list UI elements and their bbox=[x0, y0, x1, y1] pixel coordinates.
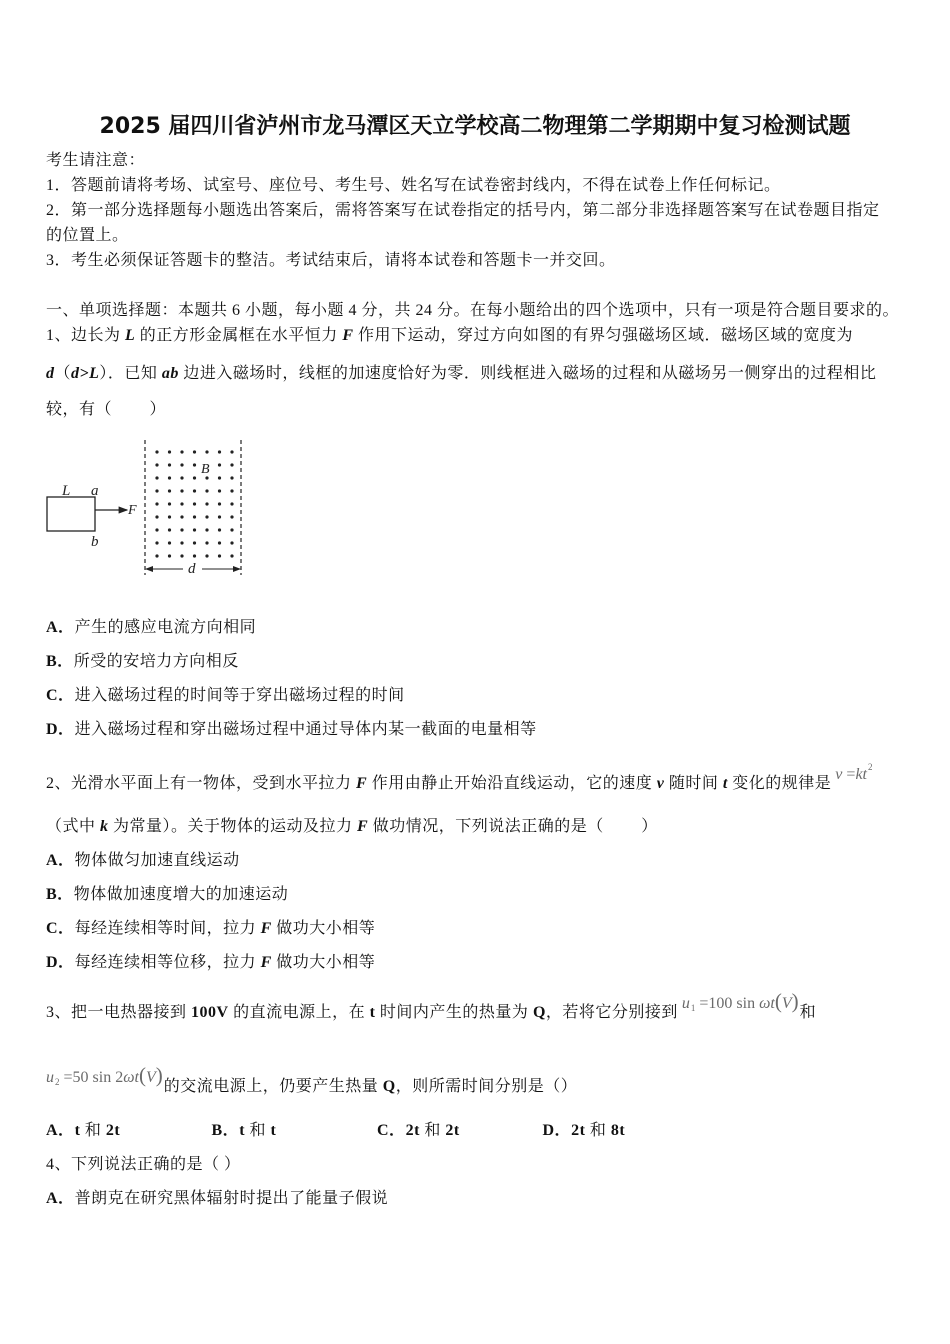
field-dot bbox=[218, 476, 221, 479]
q3-stem-line-1 bbox=[46, 989, 817, 1027]
math-variable: d bbox=[46, 365, 55, 382]
q1-stem-line-2 bbox=[46, 364, 876, 384]
field-dot bbox=[180, 541, 183, 544]
text-run: 做功情况，下列说法正确的是（ ） bbox=[368, 818, 658, 835]
q1-option-a bbox=[46, 618, 256, 638]
bold-term: 2t bbox=[105, 1122, 121, 1139]
text-run: 物体做匀加速直线运动 bbox=[74, 852, 240, 869]
field-dot bbox=[168, 554, 171, 557]
field-dot bbox=[168, 541, 171, 544]
field-dot bbox=[180, 463, 183, 466]
field-dot bbox=[218, 463, 221, 466]
field-dot bbox=[180, 489, 183, 492]
field-dot bbox=[180, 502, 183, 505]
field-dot bbox=[218, 554, 221, 557]
math-variable: F bbox=[357, 818, 369, 835]
text-run: 时间内产生的热量为 bbox=[375, 1004, 533, 1021]
bold-term: D． bbox=[46, 721, 75, 738]
field-dot bbox=[230, 502, 233, 505]
formula-text: =100 sin bbox=[695, 995, 760, 1012]
field-dot bbox=[155, 450, 158, 453]
field-dot bbox=[193, 554, 196, 557]
bold-term: C． bbox=[46, 920, 75, 937]
formula bbox=[835, 762, 873, 783]
formula-symbol: kt bbox=[855, 766, 867, 783]
field-dot bbox=[168, 489, 171, 492]
bold-term: Q bbox=[382, 1078, 396, 1095]
text-run: 随时间 bbox=[664, 775, 723, 792]
formula-symbol: V bbox=[781, 995, 792, 1012]
field-dot bbox=[155, 528, 158, 531]
text-run: ）．已知 bbox=[99, 365, 162, 382]
text-run: 较，有（ ） bbox=[46, 401, 167, 418]
bold-term: t bbox=[270, 1122, 277, 1139]
text-run: 物体做加速度增大的加速运动 bbox=[73, 886, 289, 903]
text-run: 每经连续相等位移，拉力 bbox=[74, 954, 261, 971]
math-variable: F bbox=[260, 954, 272, 971]
q3-option-d bbox=[543, 1121, 709, 1141]
formula-subscript: 2 bbox=[55, 1077, 60, 1087]
field-dot bbox=[168, 515, 171, 518]
bold-term: Q bbox=[532, 1004, 546, 1021]
field-dot bbox=[218, 515, 221, 518]
text-run: ，则所需时间分别是（） bbox=[395, 1078, 578, 1095]
section-heading: 一、单项选择题：本题共 6 小题，每小题 4 分，共 24 分。在每小题给出的四个选项中，只有一项是符合题目要求的。 bbox=[46, 302, 900, 319]
bold-term: C． bbox=[377, 1122, 406, 1139]
q1-option-b bbox=[46, 652, 239, 672]
field-dot bbox=[205, 554, 208, 557]
text-run: 所受的安培力方向相反 bbox=[73, 653, 239, 670]
width-label: d bbox=[188, 561, 196, 577]
field-dot bbox=[230, 541, 233, 544]
formula-superscript: 2 bbox=[867, 762, 873, 772]
text-run: （ bbox=[54, 365, 72, 382]
field-dot bbox=[155, 502, 158, 505]
field-dot bbox=[168, 528, 171, 531]
text-run: 和 bbox=[799, 1004, 817, 1021]
field-dot bbox=[205, 528, 208, 531]
field-dot bbox=[180, 476, 183, 479]
q3-option-b bbox=[212, 1121, 378, 1141]
bold-term: 100V bbox=[191, 1004, 229, 1021]
q2-stem-line-2 bbox=[46, 817, 658, 837]
field-dot bbox=[168, 502, 171, 505]
bold-term: D． bbox=[542, 1122, 572, 1139]
formula-symbol: v bbox=[835, 766, 843, 783]
field-dot bbox=[193, 541, 196, 544]
side-length-label: L bbox=[62, 483, 71, 499]
field-label: B bbox=[201, 462, 210, 477]
text-run: 1、边长为 bbox=[46, 327, 126, 344]
notice-item-1: 1．答题前请将考场、试室号、座位号、考生号、姓名写在试卷密封线内，不得在试卷上作任何标记。 bbox=[46, 177, 781, 194]
bold-term: A． bbox=[46, 1122, 75, 1139]
field-dot bbox=[168, 463, 171, 466]
text-run: （式中 bbox=[46, 818, 101, 835]
field-dot bbox=[180, 515, 183, 518]
bold-term: B． bbox=[46, 653, 74, 670]
q3-options bbox=[46, 1121, 708, 1141]
formula-symbol: ωt bbox=[759, 995, 775, 1012]
q1-stem-line-1 bbox=[46, 326, 853, 346]
formula-subscript: 1 bbox=[690, 1003, 696, 1013]
field-dot bbox=[218, 528, 221, 531]
bold-term: t bbox=[369, 1004, 376, 1021]
bold-term: A． bbox=[46, 1190, 75, 1207]
field-dot bbox=[205, 541, 208, 544]
field-dot bbox=[193, 476, 196, 479]
field-dot bbox=[193, 515, 196, 518]
notice-item-2: 2．第一部分选择题每小题选出答案后，需将答案写在试卷指定的括号内，第二部分非选择题答案写在试卷题目指定 bbox=[46, 202, 880, 219]
text-run: 每经连续相等时间，拉力 bbox=[74, 920, 261, 937]
q1-stem-line-3 bbox=[46, 400, 166, 420]
field-dot bbox=[230, 528, 233, 531]
text-run: ，若将它分别接到 bbox=[545, 1004, 678, 1021]
q4-stem bbox=[46, 1155, 241, 1175]
field-dot bbox=[193, 528, 196, 531]
text-run: 和 bbox=[419, 1122, 446, 1139]
bold-term: B． bbox=[46, 886, 74, 903]
field-dot bbox=[205, 502, 208, 505]
text-run: 边进入磁场时，线框的加速度恰好为零．则线框进入磁场的过程和从磁场另一侧穿出的过程相比 bbox=[178, 365, 877, 382]
text-run: 做功大小相等 bbox=[271, 920, 376, 937]
math-variable: F bbox=[260, 920, 272, 937]
field-dot bbox=[218, 541, 221, 544]
field-dot bbox=[230, 515, 233, 518]
formula-text: =50 sin 2 bbox=[59, 1069, 124, 1086]
q3-stem-line-2 bbox=[46, 1063, 578, 1101]
field-dot bbox=[193, 450, 196, 453]
text-run: 2、光滑水平面上有一物体，受到水平拉力 bbox=[46, 775, 357, 792]
q2-option-b bbox=[46, 885, 288, 905]
text-run: 产生的感应电流方向相同 bbox=[74, 619, 257, 636]
notice-item-3: 3．考生必须保证答题卡的整洁。考试结束后，请将本试卷和答题卡一并交回。 bbox=[46, 252, 616, 269]
field-dot bbox=[155, 541, 158, 544]
field-dot bbox=[205, 450, 208, 453]
field-dot bbox=[155, 554, 158, 557]
field-dots-group bbox=[155, 450, 233, 557]
field-dot bbox=[218, 489, 221, 492]
field-dot bbox=[193, 463, 196, 466]
text-run: 和 bbox=[585, 1122, 611, 1139]
corner-b-label: b bbox=[91, 534, 99, 550]
bold-term: 2t bbox=[445, 1122, 460, 1139]
q4-option-a bbox=[46, 1189, 388, 1209]
bold-term: t bbox=[239, 1122, 246, 1139]
q3-option-c bbox=[377, 1121, 543, 1141]
field-dot bbox=[230, 489, 233, 492]
bold-term: t bbox=[74, 1122, 81, 1139]
bold-term: B． bbox=[211, 1122, 240, 1139]
formula-parenthesis: ( bbox=[774, 989, 782, 1013]
bold-term: A． bbox=[46, 619, 75, 636]
field-dot bbox=[230, 554, 233, 557]
text-run: 为常量）。关于物体的运动及拉力 bbox=[108, 818, 358, 835]
q2-option-c bbox=[46, 919, 375, 939]
text-run: 变化的规律是 bbox=[727, 775, 832, 792]
text-run: 4、下列说法正确的是（ ） bbox=[46, 1156, 241, 1173]
math-variable: ab bbox=[161, 365, 179, 382]
text-run: 做功大小相等 bbox=[271, 954, 376, 971]
bold-term: A． bbox=[46, 852, 75, 869]
formula-symbol: V bbox=[145, 1069, 156, 1086]
text-run: 进入磁场过程的时间等于穿出磁场过程的时间 bbox=[74, 687, 405, 704]
field-dot bbox=[218, 450, 221, 453]
q2-option-d bbox=[46, 953, 375, 973]
field-dot bbox=[205, 489, 208, 492]
math-variable: k bbox=[100, 818, 109, 835]
bold-term: D． bbox=[46, 954, 75, 971]
field-dot bbox=[180, 450, 183, 453]
math-variable: t bbox=[722, 775, 728, 792]
bold-term: C． bbox=[46, 687, 75, 704]
field-dot bbox=[180, 554, 183, 557]
text-run: 作用由静止开始沿直线运动，它的速度 bbox=[367, 775, 657, 792]
text-run: 作用下运动，穿过方向如图的有界匀强磁场区域．磁场区域的宽度为 bbox=[353, 327, 853, 344]
page-title: 2025 届四川省泸州市龙马潭区天立学校高二物理第二学期期中复习检测试题 bbox=[99, 114, 851, 139]
formula bbox=[681, 989, 799, 1013]
field-dot bbox=[193, 489, 196, 492]
notice-item-2-continued: 的位置上。 bbox=[46, 227, 129, 244]
text-run: 进入磁场过程和穿出磁场过程中通过导体内某一截面的电量相等 bbox=[74, 721, 537, 738]
field-dot bbox=[193, 502, 196, 505]
formula-parenthesis: ) bbox=[791, 989, 799, 1013]
bold-term: 8t bbox=[610, 1122, 626, 1139]
formula bbox=[46, 1063, 163, 1087]
field-dot bbox=[230, 450, 233, 453]
text-run: 的直流电源上，在 bbox=[228, 1004, 370, 1021]
field-dot bbox=[230, 463, 233, 466]
magnetic-field-figure bbox=[40, 432, 260, 582]
corner-a-label: a bbox=[91, 483, 99, 499]
q2-stem-line-1 bbox=[46, 762, 873, 794]
math-variable: F bbox=[356, 775, 368, 792]
field-dot bbox=[218, 502, 221, 505]
formula-parenthesis: ( bbox=[138, 1063, 146, 1087]
formula-symbol: u bbox=[681, 995, 690, 1012]
notice-heading: 考生请注意： bbox=[46, 152, 146, 169]
text-run: 和 bbox=[245, 1122, 271, 1139]
math-variable: d>L bbox=[71, 365, 100, 382]
text-run: 普朗克在研究黑体辐射时提出了能量子假说 bbox=[74, 1190, 389, 1207]
q1-option-d bbox=[46, 720, 537, 740]
field-dot bbox=[155, 515, 158, 518]
math-variable: L bbox=[125, 327, 136, 344]
formula-parenthesis: ) bbox=[155, 1063, 163, 1087]
bold-term: 2t bbox=[405, 1122, 420, 1139]
field-dot bbox=[180, 528, 183, 531]
q2-option-a bbox=[46, 851, 240, 871]
math-variable: v bbox=[656, 775, 665, 792]
field-dot bbox=[155, 463, 158, 466]
field-dot bbox=[230, 476, 233, 479]
text-run: 和 bbox=[80, 1122, 106, 1139]
text-run: 的交流电源上，仍要产生热量 bbox=[163, 1078, 383, 1095]
formula-symbol: u bbox=[46, 1069, 54, 1086]
math-variable: F bbox=[342, 327, 354, 344]
formula-text: = bbox=[842, 766, 856, 783]
field-dot bbox=[205, 515, 208, 518]
text-run: 3、把一电热器接到 bbox=[46, 1004, 192, 1021]
field-dot bbox=[155, 489, 158, 492]
bold-term: 2t bbox=[571, 1122, 586, 1139]
text-run: 的正方形金属框在水平恒力 bbox=[135, 327, 343, 344]
q1-option-c bbox=[46, 686, 405, 706]
force-label: F bbox=[128, 503, 137, 518]
square-wire-frame bbox=[47, 497, 95, 531]
field-dot bbox=[168, 476, 171, 479]
field-dot bbox=[155, 476, 158, 479]
field-dot bbox=[168, 450, 171, 453]
formula-symbol: ωt bbox=[123, 1069, 139, 1086]
q3-option-a bbox=[46, 1121, 212, 1141]
